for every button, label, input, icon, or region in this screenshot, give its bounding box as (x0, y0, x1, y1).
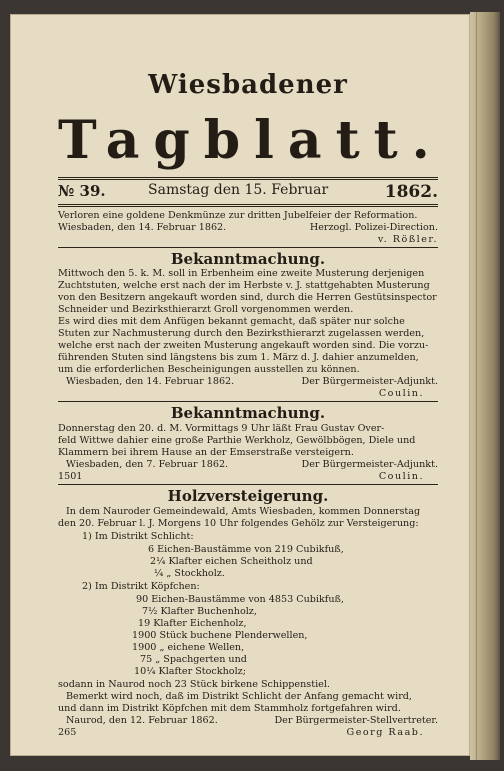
notice3-date: Wiesbaden, den 7. Februar 1862. (66, 459, 229, 470)
notice-divider (58, 484, 438, 485)
notice4-remark: und dann im Distrikt Köpfchen mit dem Stammholz fortgefahren wird. (58, 703, 401, 714)
notice2-line: Mittwoch den 5. k. M. soll in Erbenheim eine zweite Musterung derjenigen (58, 268, 425, 279)
notice4-item: 10¼ Klafter Stockholz; (134, 666, 246, 677)
masthead-rule-bottom (58, 204, 438, 207)
notice3-line: feld Wittwe dahier eine große Parthie Werkholz, Gewölbbögen, Diele und (58, 435, 416, 446)
issue-date: Samstag den 15. Februar (148, 182, 329, 198)
notice-divider (58, 247, 438, 248)
notice4-item: 1900 „ eichene Wellen, (132, 642, 245, 653)
masthead-line1: Wiesbadener (148, 70, 348, 100)
notice4-remark: Bemerkt wird noch, daß im Distrikt Schlicht der Anfang gemacht wird, (66, 691, 412, 702)
notice2-heading: Bekanntmachung. (170, 250, 326, 268)
newspaper-page (10, 14, 470, 756)
notice4-item: ¼ „ Stockholz. (154, 568, 225, 579)
notice-divider (58, 401, 438, 402)
issue-year: 1862. (384, 182, 438, 202)
notice1-office: Herzogl. Polizei-Direction. (309, 222, 438, 233)
notice4-item: 7½ Klafter Buchenholz, (142, 606, 257, 617)
notice4-signature: Georg Raab. (346, 727, 424, 738)
notice2-line: Es wird dies mit dem Anfügen bekannt gemacht, daß später nur solche (58, 316, 405, 327)
notice2-line: Schneider und Bezirksthierarzt Groll vorgenommen werden. (58, 304, 354, 315)
notice4-intro: den 20. Februar l. J. Morgens 10 Uhr folgendes Gehölz zur Versteigerung: (58, 518, 419, 529)
notice1-date: Wiesbaden, den 14. Februar 1862. (58, 222, 227, 233)
notice3-signature: Coulin. (378, 471, 424, 482)
notice4-number: 265 (58, 727, 77, 738)
notice2-line: Zuchtstuten, welche erst nach der im Herbste v. J. stattgehabten Musterung (58, 280, 430, 291)
masthead-rule-top (58, 177, 438, 180)
notice2-office: Der Bürgermeister-Adjunkt. (301, 376, 438, 387)
notice4-intro: In dem Nauroder Gemeindewald, Amts Wiesbaden, kommen Donnerstag (66, 506, 421, 517)
notice2-line: welche erst nach der zweiten Musterung angekauft worden sind. Die vorzu- (58, 340, 429, 351)
notice2-line: um die erforderlichen Bescheinigungen ausstellen zu können. (58, 364, 360, 375)
notice4-item: 2¼ Klafter eichen Scheitholz und (150, 556, 313, 567)
notice4-item: 6 Eichen-Baustämme von 219 Cubikfuß, (148, 544, 344, 555)
notice3-office: Der Bürgermeister-Adjunkt. (301, 459, 438, 470)
notice4-district2: 2) Im Distrikt Köpfchen: (82, 581, 200, 592)
notice2-signature: Coulin. (378, 388, 424, 399)
notice1-signature: v. Rößler. (377, 234, 438, 245)
notice4-item: 90 Eichen-Baustämme von 4853 Cubikfuß, (136, 594, 344, 605)
notice4-date: Naurod, den 12. Februar 1862. (66, 715, 218, 726)
issue-line (58, 182, 438, 204)
notice2-line: führenden Stuten sind längstens bis zum 1. März d. J. dahier anzumelden, (58, 352, 419, 363)
notice2-date: Wiesbaden, den 14. Februar 1862. (66, 376, 235, 387)
notice4-heading: Holzversteigerung. (167, 487, 329, 505)
notice4-item: 75 „ Spachgerten und (140, 654, 247, 665)
issue-number: № 39. (58, 182, 106, 200)
notice4-item: 1900 Stück buchene Plenderwellen, (132, 630, 308, 641)
notice3-line: Donnerstag den 20. d. M. Vormittags 9 Uhr läßt Frau Gustav Over- (58, 423, 385, 434)
notice4-last: sodann in Naurod noch 23 Stück birkene Schippenstiel. (58, 679, 330, 690)
masthead-line2: Tagblatt. (58, 110, 444, 171)
notice3-number: 1501 (58, 471, 83, 482)
notice4-item: 19 Klafter Eichenholz, (138, 618, 247, 629)
notice2-line: von den Besitzern angekauft worden sind, durch die Herren Gestütsinspector (58, 292, 437, 303)
notice4-office: Der Bürgermeister-Stellvertreter. (274, 715, 438, 726)
notice1-line1: Verloren eine goldene Denkmünze zur dritten Jubelfeier der Reformation. (58, 210, 418, 221)
notice2-line: Stuten zur Nachmusterung durch den Bezirksthierarzt zugelassen werden, (58, 328, 425, 339)
notice3-heading: Bekanntmachung. (170, 404, 326, 422)
notice3-line: Klammern bei ihrem Hause an der Emserstraße versteigern. (58, 447, 354, 458)
notice4-district1: 1) Im Distrikt Schlicht: (82, 531, 194, 542)
